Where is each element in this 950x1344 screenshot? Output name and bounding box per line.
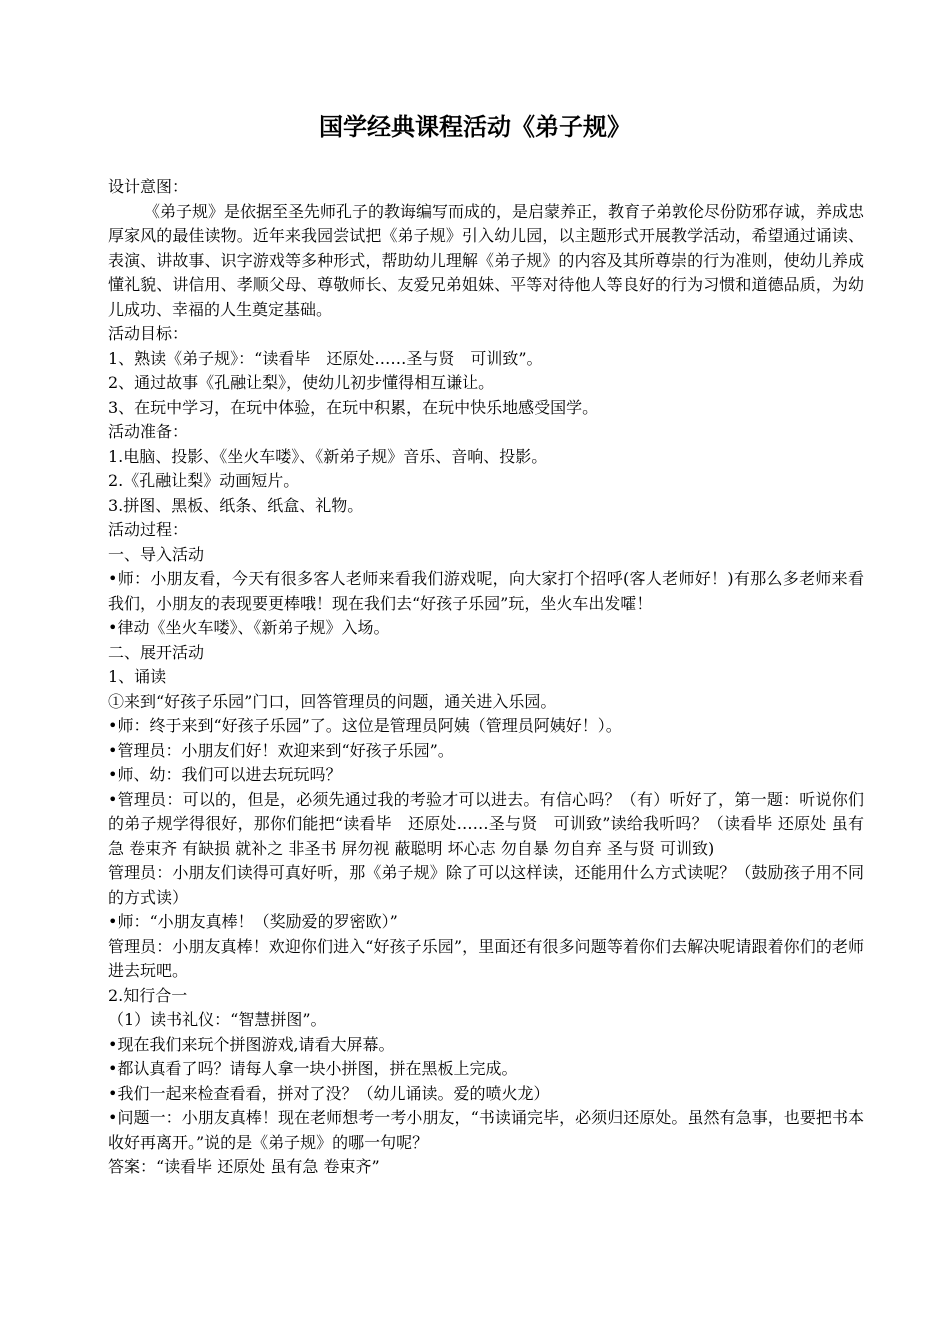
subheading-recitation: 1、诵读 xyxy=(108,667,167,686)
subheading-activities: 二、展开活动 xyxy=(108,642,205,662)
preparation-item-1: 1.电脑、投影、《坐火车喽》、《新弟子规》音乐、音响、投影。 xyxy=(108,446,548,466)
section-heading-preparation: 活动准备： xyxy=(108,422,189,441)
goal-item-1: 1、熟读《弟子规》：“读看毕 还原处……圣与贤 可训致”。 xyxy=(108,348,543,368)
section-heading-process: 活动过程： xyxy=(108,520,189,539)
paragraph-manager-enter: 管理员：小朋友真棒！欢迎你们进入“好孩子乐园”，里面还有很多问题等着你们去解决呢请跟着你们的老师进去玩吧。 xyxy=(108,936,864,980)
paragraph-teacher-children: •师、幼：我们可以进去玩玩吗？ xyxy=(108,765,342,784)
paragraph-intro-rhythm: •律动《坐火车喽》、《新弟子规》入场。 xyxy=(108,618,390,637)
preparation-item-3: 3.拼图、黑板、纸条、纸盒、礼物。 xyxy=(108,495,364,515)
paragraph-puzzle-game: •现在我们来玩个拼图游戏,请看大屏幕。 xyxy=(108,1034,395,1054)
paragraph-manager-test: •管理员：可以的，但是，必须先通过我的考验才可以进去。有信心吗？（有）听好了，第一题：听说你们的弟子规学得很好，那你们能把“读看毕 还原处……圣与贤 可训致”读给我听吗？（读看毕 还原处 虽有急 卷束齐 有缺损 就补之 非圣书 屏勿视 蔽聪明 坏心志 勿自暴 勿自弃 圣与贤 可训致) xyxy=(108,789,864,858)
paragraph-design-intent: 《弟子规》是依据至圣先师孔子的教诲编写而成的，是启蒙养正，教育子弟敦伦尽份防邪存诚，养成忠厚家风的最佳读物。近年来我园尝试把《弟子规》引入幼儿园，以主题形式开展教学活动，希望通过诵读、表演、讲故事、识字游戏等多种形式，帮助幼儿理解《弟子规》的内容及其所尊崇的行为准则，使幼儿养成懂礼貌、讲信用、孝顺父母、尊敬师长、友爱兄弟姐妹、平等对待他人等良好的行为习惯和道德品质，为幼儿成功、幸福的人生奠定基础。 xyxy=(108,201,864,319)
paragraph-answer: 答案：“读看毕 还原处 虽有急 卷束齐” xyxy=(108,1157,380,1176)
paragraph-question-one: •问题一：小朋友真棒！现在老师想考一考小朋友，“书读诵完毕，必须归还原处。虽然有急事，也要把书本收好再离开。”说的是《弟子规》的哪一句呢？ xyxy=(108,1108,864,1152)
document-title: 国学经典课程活动《弟子规》 xyxy=(319,113,631,141)
paragraph-manager-praise: 管理员：小朋友们读得可真好听，那《弟子规》除了可以这样读，还能用什么方式读呢？（鼓励孩子用不同的方式读） xyxy=(108,863,864,907)
subheading-intro: 一、导入活动 xyxy=(108,544,205,564)
paragraph-intro-teacher: •师：小朋友看，今天有很多客人老师来看我们游戏呢，向大家打个招呼(客人老师好！)有那么多老师来看我们，小朋友的表现要更棒哦！现在我们去“好孩子乐园”玩，坐火车出发嚯！ xyxy=(108,569,864,613)
goal-item-2: 2、通过故事《孔融让梨》，使幼儿初步懂得相互谦让。 xyxy=(108,373,495,392)
paragraph-step-1: ①来到“好孩子乐园”门口，回答管理员的问题，通关进入乐园。 xyxy=(108,691,557,711)
section-heading-goals: 活动目标： xyxy=(108,324,189,343)
section-heading-design-intent: 设计意图： xyxy=(108,177,189,196)
paragraph-teacher-arrive: •师：终于来到“好孩子乐园”了。这位是管理员阿姨（管理员阿姨好！）。 xyxy=(108,716,622,735)
paragraph-teacher-reward: •师：“小朋友真棒！（奖励爱的罗密欧）” xyxy=(108,912,398,931)
subheading-reading-etiquette: （1）读书礼仪：“智慧拼图”。 xyxy=(108,1010,327,1029)
paragraph-manager-welcome: •管理员：小朋友们好！欢迎来到“好孩子乐园”。 xyxy=(108,740,454,760)
paragraph-puzzle-board: •都认真看了吗？请每人拿一块小拼图，拼在黑板上完成。 xyxy=(108,1059,518,1078)
paragraph-puzzle-check: •我们一起来检查看看，拼对了没？（幼儿诵读。爱的喷火龙） xyxy=(108,1083,550,1103)
document-body xyxy=(108,175,864,1180)
preparation-item-2: 2.《孔融让梨》动画短片。 xyxy=(108,471,300,490)
subheading-knowledge-action: 2.知行合一 xyxy=(108,985,188,1005)
goal-item-3: 3、在玩中学习，在玩中体验，在玩中积累，在玩中快乐地感受国学。 xyxy=(108,397,599,417)
